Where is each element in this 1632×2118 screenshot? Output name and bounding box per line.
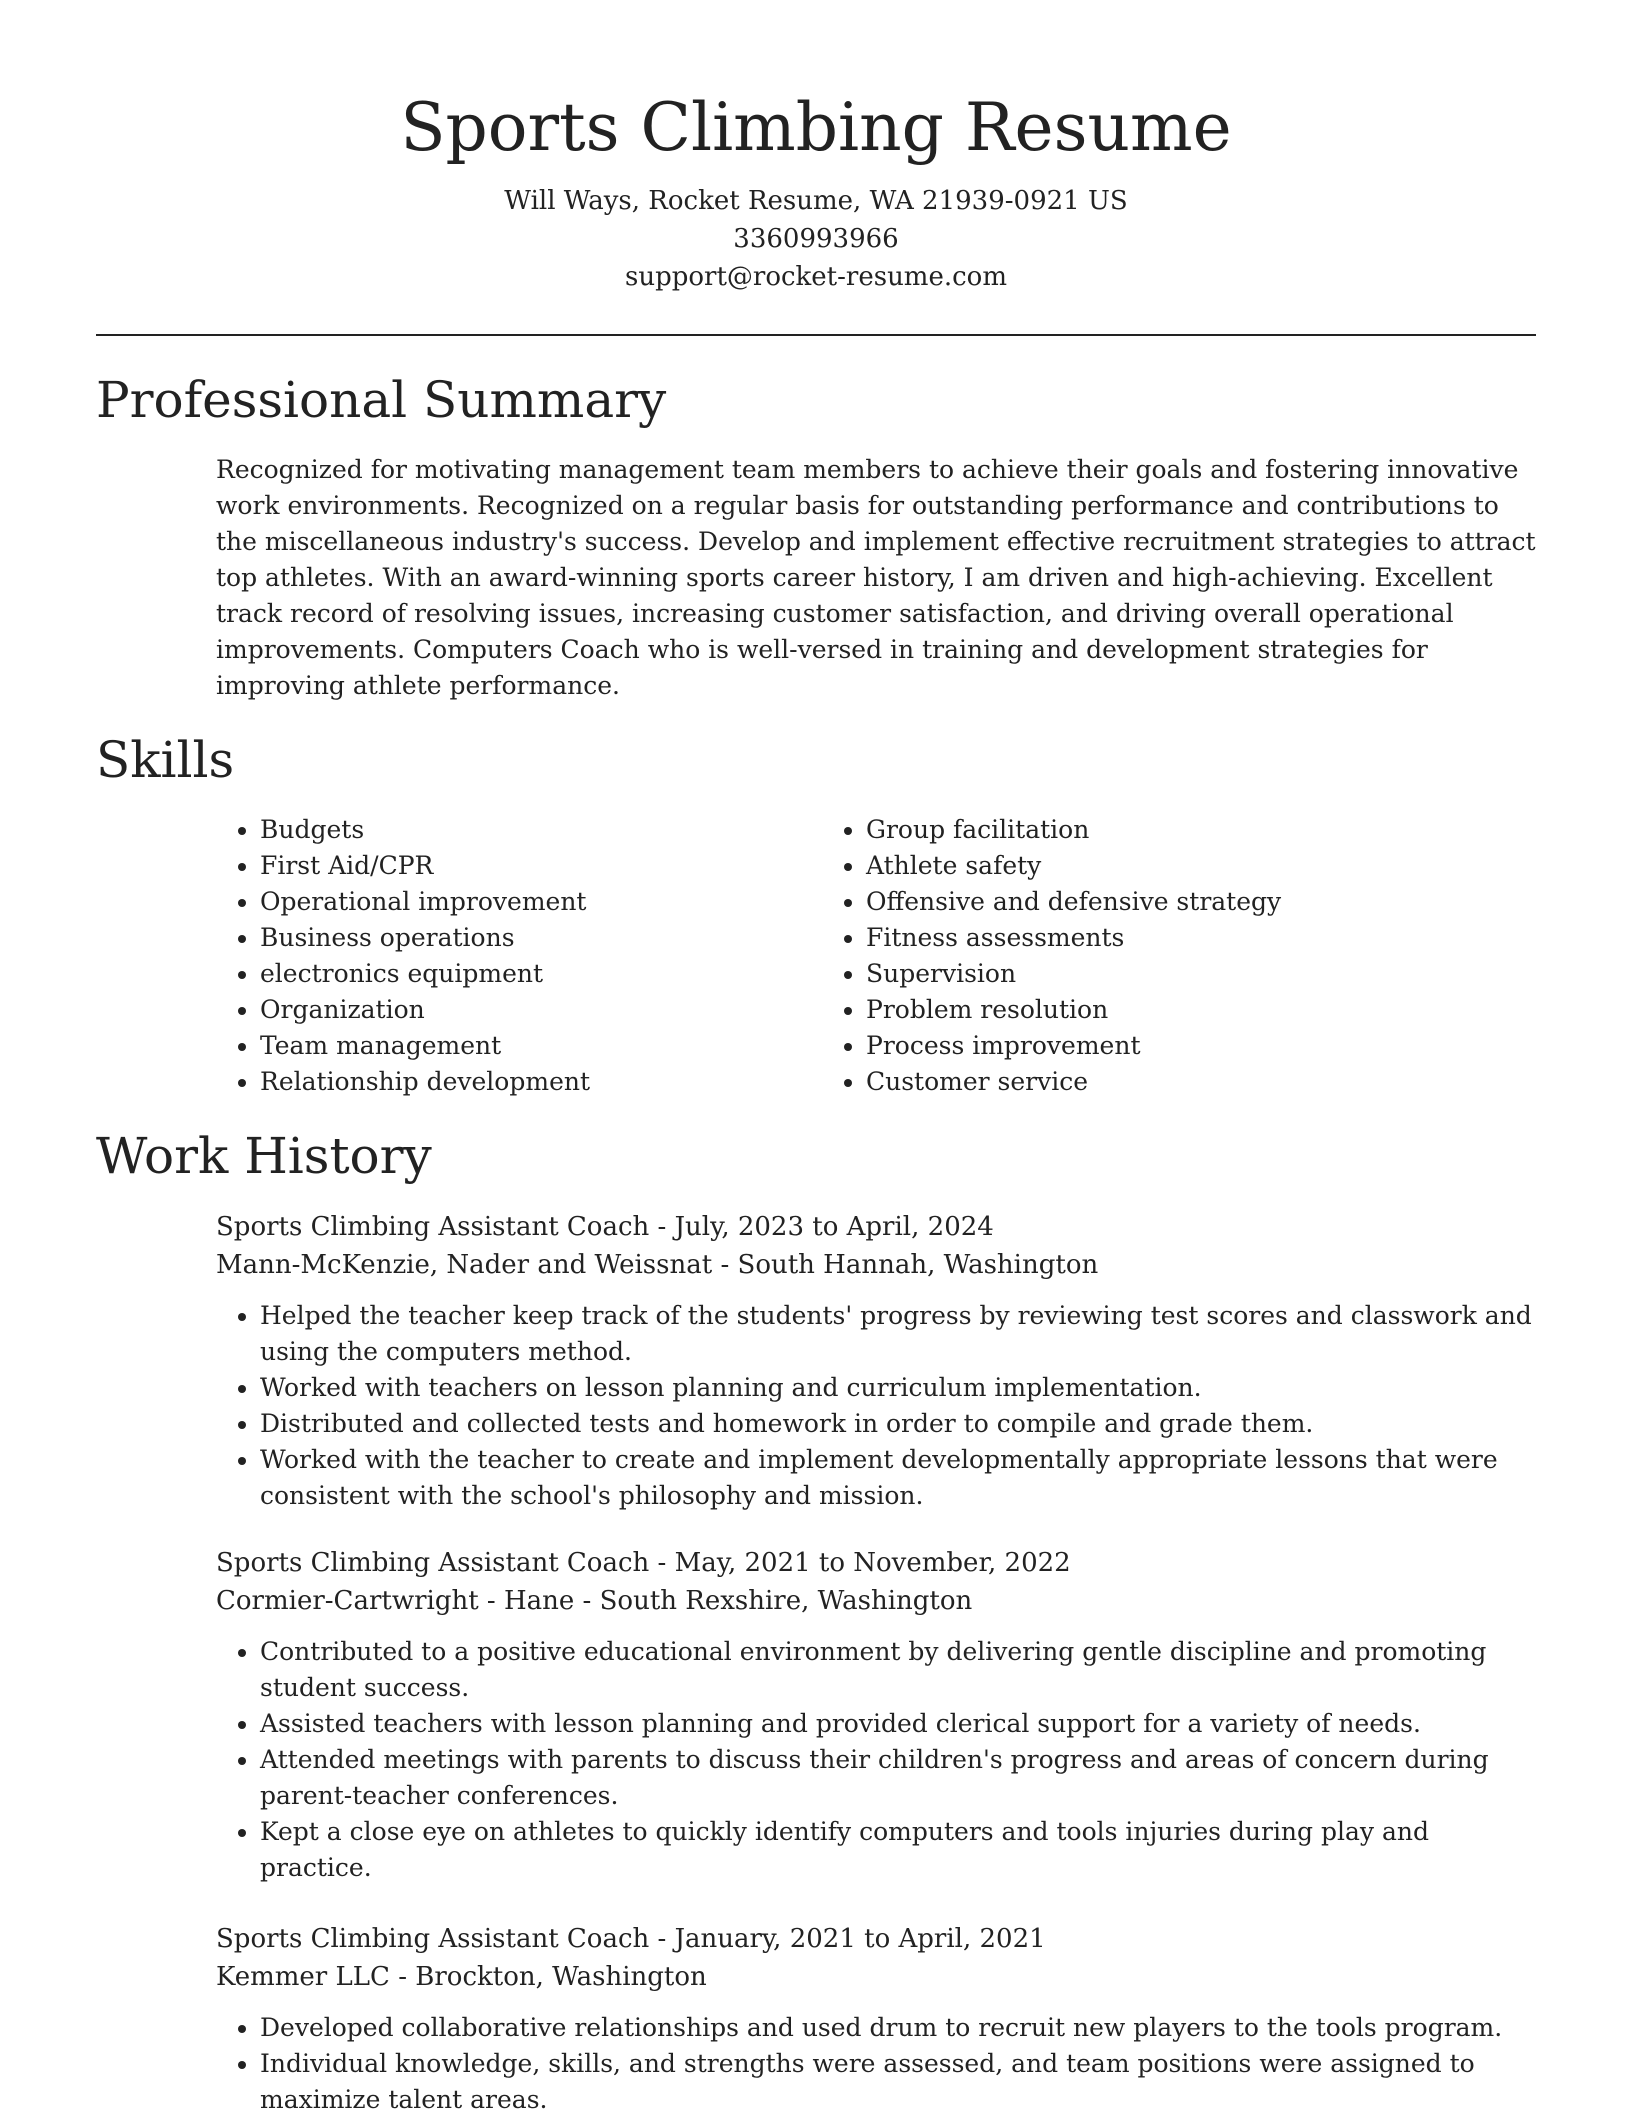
work-history-heading: Work History <box>96 1127 432 1185</box>
job-location: South Rexshire, Washington <box>599 1586 973 1616</box>
skill-item: • Team management <box>260 1028 822 1064</box>
skill-item: • Problem resolution <box>866 992 1428 1028</box>
skill-item: • Fitness assessments <box>866 920 1428 956</box>
job-company-line: Kemmer LLC - Brockton, Washington <box>216 1962 707 1992</box>
job-bullet: • Developed collaborative relationships and used drum to recruit new players to the tools program. <box>260 2010 1536 2046</box>
job-title: Sports Climbing Assistant Coach <box>216 1924 650 1954</box>
job-title: Sports Climbing Assistant Coach <box>216 1548 650 1578</box>
job-bullet: • Contributed to a positive educational environment by delivering gentle discipline and promoting student success. <box>260 1634 1536 1706</box>
job-dates: July, 2023 to April, 2024 <box>674 1212 994 1242</box>
job-dates: May, 2021 to November, 2022 <box>674 1548 1071 1578</box>
skill-item: • Athlete safety <box>866 848 1428 884</box>
contact-address: Will Ways, Rocket Resume, WA 21939-0921 US <box>504 186 1128 216</box>
skill-item: • Customer service <box>866 1064 1428 1100</box>
skills-column-left <box>216 812 822 1100</box>
job-entry <box>216 1920 1536 2118</box>
job-dates: January, 2021 to April, 2021 <box>674 1924 1046 1954</box>
resume-title: Sports Climbing Resume <box>400 89 1232 166</box>
skill-item: • Business operations <box>260 920 822 956</box>
skill-item: • First Aid/CPR <box>260 848 822 884</box>
job-title-line: Sports Climbing Assistant Coach - July, 2023 to April, 2024 <box>216 1212 994 1242</box>
summary-heading: Professional Summary <box>96 371 667 429</box>
job-company-line: Cormier-Cartwright - Hane - South Rexshire, Washington <box>216 1586 973 1616</box>
job-bullet: • Attended meetings with parents to discuss their children's progress and areas of concern during parent-teacher conferences. <box>260 1742 1536 1814</box>
skill-item: • electronics equipment <box>260 956 822 992</box>
job-bullet: • Kept a close eye on athletes to quickly identify computers and tools injuries during play and practice. <box>260 1814 1536 1886</box>
job-bullets <box>216 1298 1536 1514</box>
job-bullet: • Individual knowledge, skills, and strengths were assessed, and team positions were assigned to maximize talent areas. <box>260 2046 1536 2118</box>
job-location: Brockton, Washington <box>415 1962 707 1992</box>
job-company: Cormier-Cartwright - Hane <box>216 1586 575 1616</box>
skill-item: • Operational improvement <box>260 884 822 920</box>
skill-item: • Relationship development <box>260 1064 822 1100</box>
skills-heading: Skills <box>96 731 235 789</box>
job-bullet: • Worked with the teacher to create and implement developmentally appropriate lessons that were consistent with the school's philosophy and mission. <box>260 1442 1536 1514</box>
skill-item: • Group facilitation <box>866 812 1428 848</box>
skill-item: • Budgets <box>260 812 822 848</box>
summary-text: Recognized for motivating management team members to achieve their goals and fostering innovative work environments. Recognized on a regular basis for outstanding performance and contributions to the miscellaneous industry's success. Develop and implement effective recruitment strategies to attract top athletes. With an award-winning sports career history, I am driven and high-achieving. Excellent track record of resolving issues, increasing customer satisfaction, and driving overall operational improvements. Computers Coach who is well-versed in training and development strategies for improving athlete performance. <box>216 455 1536 700</box>
job-entry <box>216 1208 1536 1514</box>
job-bullet: • Assisted teachers with lesson planning and provided clerical support for a variety of needs. <box>260 1706 1536 1742</box>
contact-email: support@rocket-resume.com <box>624 262 1007 292</box>
job-company-line: Mann-McKenzie, Nader and Weissnat - South Hannah, Washington <box>216 1250 1099 1280</box>
header-divider <box>96 334 1536 336</box>
job-company: Kemmer LLC <box>216 1962 390 1992</box>
job-bullet: • Helped the teacher keep track of the students' progress by reviewing test scores and classwork and using the computers method. <box>260 1298 1536 1370</box>
job-title-line: Sports Climbing Assistant Coach - May, 2021 to November, 2022 <box>216 1548 1071 1578</box>
skills-column-right <box>822 812 1428 1100</box>
job-company: Mann-McKenzie, Nader and Weissnat <box>216 1250 713 1280</box>
job-location: South Hannah, Washington <box>737 1250 1099 1280</box>
job-bullets <box>216 2010 1536 2118</box>
job-title: Sports Climbing Assistant Coach <box>216 1212 650 1242</box>
skills-list <box>216 812 1536 1100</box>
job-bullet: • Distributed and collected tests and homework in order to compile and grade them. <box>260 1406 1536 1442</box>
job-entry <box>216 1544 1536 1886</box>
contact-block <box>96 182 1536 296</box>
skill-item: • Organization <box>260 992 822 1028</box>
job-title-line: Sports Climbing Assistant Coach - January, 2021 to April, 2021 <box>216 1924 1046 1954</box>
resume-page <box>96 0 1536 2118</box>
contact-phone: 3360993966 <box>733 224 899 254</box>
skill-item: • Offensive and defensive strategy <box>866 884 1428 920</box>
skill-item: • Process improvement <box>866 1028 1428 1064</box>
job-bullet: • Worked with teachers on lesson planning and curriculum implementation. <box>260 1370 1536 1406</box>
job-bullets <box>216 1634 1536 1886</box>
skill-item: • Supervision <box>866 956 1428 992</box>
